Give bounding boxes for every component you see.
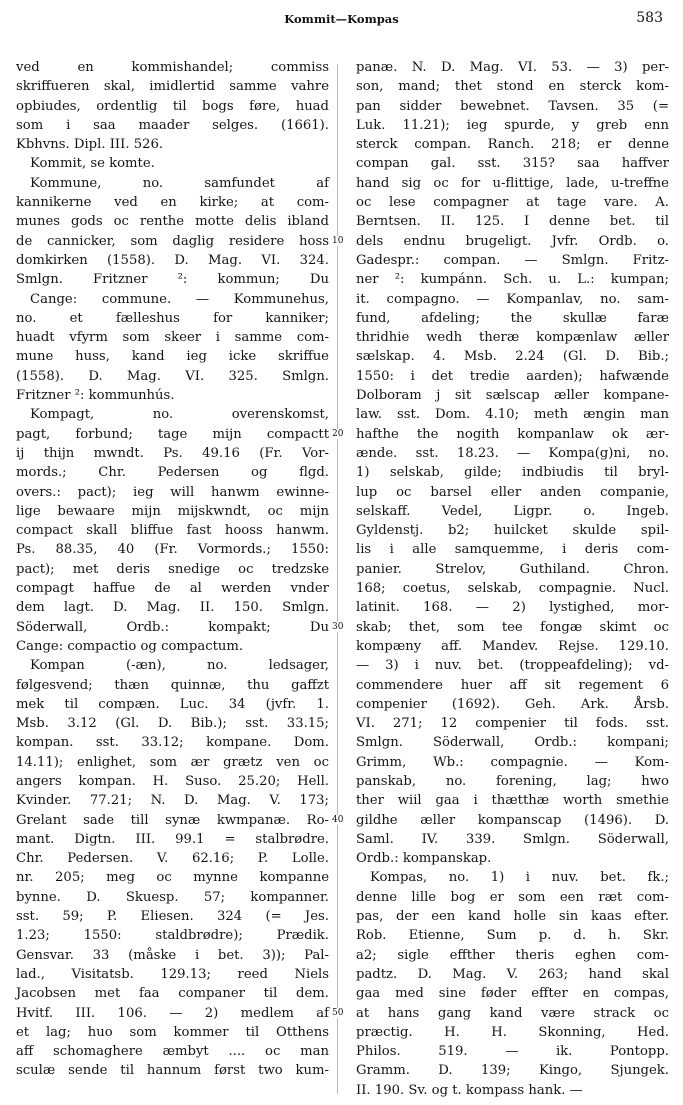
text-line: a2; sigle effther theris eghen com- [356,947,669,963]
text-line: hafthe the nogith kompanlaw ok ær- [356,426,669,442]
text-line: Kompas, no. 1) i nuv. bet. fk.; [370,870,669,886]
text-line: ner ²: kumpánn. Sch. u. L.: kumpan; [356,272,669,288]
text-line: 1.23; 1550: staldbrødre); Prædik. [16,928,329,944]
text-line: Gadespr.: compan. — Smlgn. Fritz- [356,252,669,268]
text-line: 1) selskab, gilde; indbiudis til bryl- [356,465,669,481]
text-line: law. sst. Dom. 4.10; meth ængin man [356,407,669,423]
text-line: Kommune, no. samfundet af [30,175,329,191]
text-line: 1550: i det tredie aarden); hafwænde [356,368,669,384]
text-line: lige bewaare mijn mijskwndt, oc mijn [16,503,329,519]
text-line: mek til compæn. Luc. 34 (jvfr. 1. [16,696,329,712]
text-line: it. compagno. — Kompanlav, no. sam- [356,291,669,307]
text-line: Söderwall, Ordb.: kompakt; Du [16,619,329,635]
text-line: — 3) i nuv. bet. (troppeafdeling); vd- [356,658,669,674]
text-line: kompæny aff. Mandev. Rejse. 129.10. [356,638,669,654]
text-line: compact skall bliffue fast hooss hanwm. [16,523,329,539]
text-line: Berntsen. II. 125. I denne bet. til [356,214,669,230]
text-line: Smlgn. Fritzner ²: kommun; Du [16,272,329,288]
text-line: et lag; huo som kommer til Otthens [16,1024,329,1040]
text-line: hand sig oc for u-flittige, lade, u-treffne [356,175,669,191]
text-line: Kvinder. 77.21; N. D. Mag. V. 173; [16,793,329,809]
text-line: at hans gang kand være strack oc [356,1005,669,1021]
text-line: kompan. sst. 33.12; kompane. Dom. [16,735,329,751]
text-line: kannikerne ved en kirke; at com- [16,195,329,211]
text-line: commendere huer aff sit regement 6 [356,677,669,693]
line-number: 30 [332,621,344,632]
text-line: sterck compan. Ranch. 218; er denne [356,137,669,153]
line-number: 40 [332,814,344,825]
text-line: Hvitf. III. 106. — 2) medlem af [16,1005,329,1021]
text-line: Gyldenstj. b2; huilcket skulde spil- [356,523,669,539]
text-line: gildhe æller kompanscap (1496). D. [356,812,669,828]
text-line: Chr. Pedersen. V. 62.16; P. Lolle. [16,851,329,867]
text-line: dem lagt. D. Mag. II. 150. Smlgn. [16,600,329,616]
text-line: thridhie wedh theræ kompænlaw æller [356,330,669,346]
text-line: fund, afdeling; the skullæ faræ [356,310,669,326]
text-line: aff schomaghere æmbyt .... oc man [16,1044,329,1060]
text-line: Ps. 88.35, 40 (Fr. Vormords.; 1550: [16,542,329,558]
text-line: gaa med sine føder effter en compas, [356,986,669,1002]
text-line: skab; thet, som tee fongæ skimt oc [356,619,669,635]
text-line: Ordb.: kompanskap. [356,851,492,867]
text-line: lis i alle samquemme, i deris com- [356,542,669,558]
text-line: Smlgn. Söderwall, Ordb.: kompani; [356,735,669,751]
text-line: Rob. Etienne, Sum p. d. h. Skr. [356,928,669,944]
text-line: sculæ sende til hannum først two kum- [16,1063,329,1079]
line-number: 20 [332,428,344,439]
page-header [0,0,683,40]
text-line: VI. 271; 12 compenier til fods. sst. [356,716,669,732]
text-line: Gramm. D. 139; Kingo, Sjungek. [356,1063,669,1079]
text-line: sælskap. 4. Msb. 2.24 (Gl. D. Bib.; [356,349,669,365]
text-line: son, mand; thet stond en sterck kom- [356,79,669,95]
line-number: 50 [332,1007,344,1018]
text-line: ænde. sst. 18.23. — Kompa(g)ni, no. [356,445,669,461]
text-line: (1558). D. Mag. VI. 325. Smlgn. [16,368,329,384]
text-line: Dolboram j sit sælscap æller kompane- [356,388,669,404]
text-line: opbiudes, ordentlig til bogs føre, huad [16,98,329,114]
text-line: bynne. D. Skuesp. 57; kompanner. [16,889,329,905]
text-line: padtz. D. Mag. V. 263; hand skal [356,966,669,982]
text-line: Grimm, Wb.: compagnie. — Kom- [356,754,669,770]
text-line: pas, der een kand holle sin kaas efter. [356,909,669,925]
text-line: huadt vfyrm som skeer i samme com- [16,330,329,346]
text-line: Grelant sade till synæ kwmpanæ. Ro- [16,812,329,828]
text-line: munes gods oc renthe motte delis ibland [16,214,329,230]
line-number: 10 [332,235,344,246]
text-line: compenier (1692). Geh. Ark. Årsb. [356,696,669,712]
text-line: overs.: pact); ieg will hanwm ewinne- [16,484,329,500]
text-line: Kommit, se komte. [30,156,155,172]
text-line: nr. 205; meg oc mynne kompanne [16,870,329,886]
text-line: de cannicker, som daglig residere hoss [16,233,329,249]
text-line: Fritzner ²: kommunhús. [16,388,175,404]
text-line: panskab, no. forening, lag; hwo [356,773,669,789]
text-line: pan sidder bewebnet. Tavsen. 35 (= [356,98,669,114]
text-line: angers kompan. H. Suso. 25.20; Hell. [16,773,329,789]
text-line: oc lese compagner at tage vare. A. [356,195,669,211]
text-line: Luk. 11.21); ieg spurde, y greb enn [356,117,669,133]
column-divider [337,64,338,1094]
text-line: skriffueren skal, imidlertid samme vahre [16,79,329,95]
text-line: sst. 59; P. Eliesen. 324 (= Jes. [16,909,329,925]
text-line: 168; coetus, selskab, compagnie. Nucl. [356,581,669,597]
page-number: 583 [636,10,663,26]
text-line: compagt haffue de al werden vnder [16,581,329,597]
text-line: mant. Digtn. III. 99.1 = stalbrødre. [16,831,329,847]
text-line: mune huss, kand ieg icke skriffue [16,349,329,365]
text-line: Kompan (-æn), no. ledsager, [30,658,329,674]
right-column [356,58,669,1100]
text-line: ved en kommishandel; commiss [16,60,329,75]
text-line: Kbhvns. Dipl. III. 526. [16,137,164,153]
text-line: ij thijn mwndt. Ps. 49.16 (Fr. Vor- [16,445,329,461]
running-title: Kommit—Kompas [284,12,399,26]
text-line: dels endnu brugeligt. Jvfr. Ordb. o. [356,233,669,249]
text-line: Saml. IV. 339. Smlgn. Söderwall, [356,831,669,847]
text-line: compan gal. sst. 315? saa haffver [356,156,669,172]
text-line: latinit. 168. — 2) lystighed, mor- [356,600,669,616]
text-line: denne lille bog er som een ræt com- [356,889,669,905]
text-line: Cange: commune. — Kommunehus, [30,291,329,307]
text-line: pagt, forbund; tage mijn compactt [16,426,329,442]
text-line: lad., Visitatsb. 129.13; reed Niels [16,966,329,982]
text-line: domkirken (1558). D. Mag. VI. 324. [16,252,329,268]
text-line: panæ. N. D. Mag. VI. 53. — 3) per- [356,60,669,75]
text-line: no. et fælleshus for kanniker; [16,310,329,326]
text-line: Gensvar. 33 (måske i bet. 3)); Pal- [16,947,329,963]
text-line: ther wiil gaa i thætthæ worth smethie [356,793,669,809]
text-line: panier. Strelov, Guthiland. Chron. [356,561,669,577]
left-column [16,58,329,1081]
text-line: som i saa maader selges. (1661). [16,117,329,133]
text-line: pact); met deris snedige oc tredzske [16,561,329,577]
text-line: Philos. 519. — ik. Pontopp. [356,1044,669,1060]
text-line: 14.11); enlighet, som ær grætz ven oc [16,754,329,770]
text-line: mords.; Chr. Pedersen og flgd. [16,465,329,481]
text-line: Cange: compactio og compactum. [16,638,244,654]
text-line: selskaff. Vedel, Ligpr. o. Ingeb. [356,503,669,519]
text-line: lup oc barsel eller anden companie, [356,484,669,500]
text-line: Kompagt, no. overenskomst, [30,407,329,423]
text-line: II. 190. Sv. og t. kompass hank. — [356,1082,583,1098]
text-line: følgesvend; thæn quinnæ, thu gaffzt [16,677,329,693]
text-line: præctig. H. H. Skonning, Hed. [356,1024,669,1040]
text-line: Jacobsen met faa companer til dem. [16,986,329,1002]
text-line: Msb. 3.12 (Gl. D. Bib.); sst. 33.15; [16,716,329,732]
